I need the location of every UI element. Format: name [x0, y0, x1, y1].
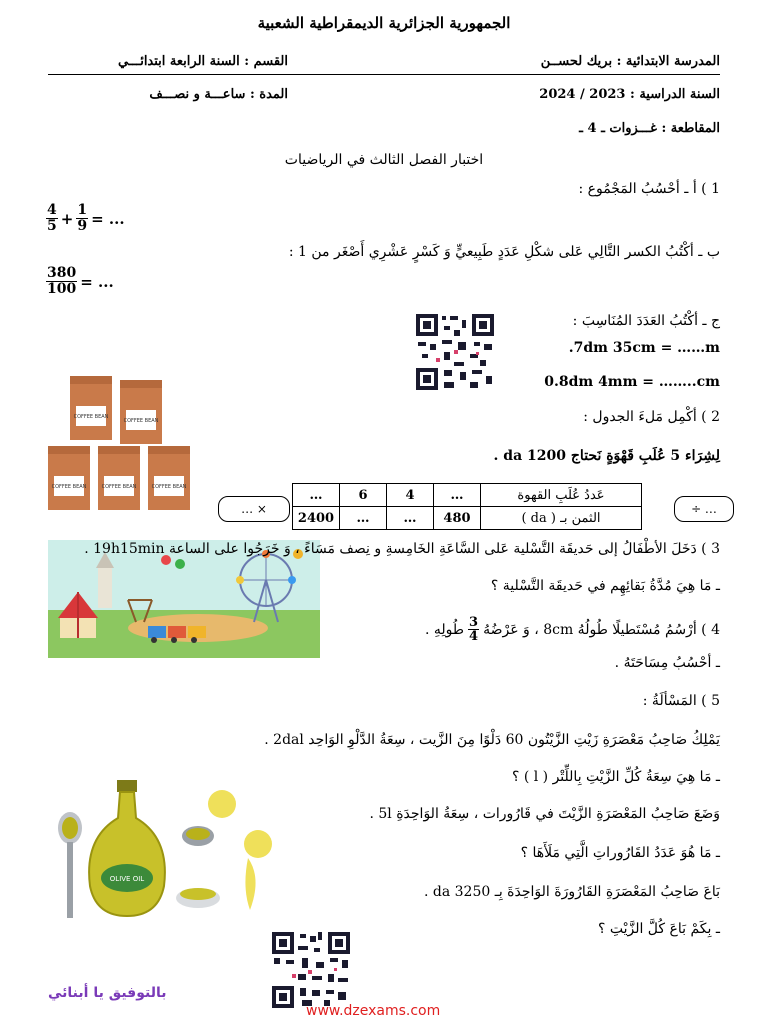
fraction-380-100: $\frac{380}{100}$ — [47, 265, 77, 297]
amusement-park-image — [48, 540, 320, 658]
coffee-bag — [148, 446, 190, 510]
coffee-bag — [48, 446, 90, 510]
spoon-icon — [58, 812, 82, 918]
table-cell: … — [340, 507, 387, 530]
multiply-arrow-box: … × — [218, 496, 290, 522]
exam-duration: المدة : ساعـــة و نصـــف — [149, 87, 288, 102]
fraction-4-5: $\frac{4}{5}$ — [47, 202, 57, 234]
oil-dish-icon — [176, 888, 220, 908]
proportion-table — [292, 483, 642, 530]
table-row-header: عَددُ عُلَبِ القهوة — [481, 484, 642, 507]
table-cell: … — [434, 484, 481, 507]
qr-code-icon — [414, 312, 496, 392]
q4-line1: 4 ) أرْسُمُ مُسْتَطيلًا طُولُهُ 8cm ، وَ عَرْضُهُ $\frac{3}{4}$ طُولِهِ . — [425, 615, 720, 644]
q5-line1: يَمْلِكُ صَاحِبُ مَعْصَرَةِ زَيْتِ الزَّيْتُون 60 دَلْوًا مِنَ الزَّيت ، سِعَةُ الدَّلْوِ الوَاحِد 2dal . — [264, 732, 720, 748]
school-year: السنة الدراسية : 2023 / 2024 — [539, 87, 720, 102]
q4-line2: ـ أحْسُبُ مِسَاحَتَهُ . — [614, 655, 720, 671]
q3-line1: 3 ) دَخَلَ الأطْفَالُ إلى حَديقَة التَّسْلية عَلى السَّاعَةِ الخَامِسةِ و نِصف مَسَاءً ، وَ خَرَجُوا على الساعة 19h15min . — [84, 541, 720, 557]
coffee-bag — [98, 446, 140, 510]
exam-title: اختبار الفصل الثالث في الرياضيات — [284, 152, 484, 168]
q1-c-line2: 0.8dm 4mm = ……..cm — [544, 374, 720, 390]
q5-label: 5 ) المَسْألَةُ : — [642, 693, 720, 709]
school-name: المدرسة الابتدائية : بريك لحســن — [540, 54, 720, 69]
site-url[interactable]: www.dzexams.com — [306, 1003, 441, 1019]
olive-oil-image — [52, 778, 276, 920]
svg-text:COFFEE BEAN: COFFEE BEAN — [123, 418, 159, 424]
table-row-header: الثمن بـ ( da ) — [481, 507, 642, 530]
olive-bowl-icon — [182, 826, 214, 846]
table-row — [293, 484, 642, 507]
coffee-bag — [70, 376, 112, 440]
svg-text:COFFEE BEAN: COFFEE BEAN — [73, 414, 109, 420]
q1-a-expression: $\frac{4}{5}$ + $\frac{1}{9}$ = ... — [47, 202, 125, 234]
table-cell: 4 — [387, 484, 434, 507]
svg-text:COFFEE BEAN: COFFEE BEAN — [101, 484, 137, 490]
q5-line2: ـ مَا هِيَ سِعَةُ كُلِّ الزَّيْتِ بِاللِّتْر ( l ) ؟ — [511, 769, 720, 785]
qr-code-icon — [270, 930, 352, 1010]
q5-line6: ـ بِكَمْ بَاعَ كُلَّ الزَّيْتِ ؟ — [597, 921, 720, 937]
bottle-icon — [89, 780, 165, 916]
q3-line2: ـ مَا هِيَ مُدَّةُ بَقائِهِم في حَديقَة التَّسْلية ؟ — [490, 578, 720, 594]
q2-label: 2 ) أكْمِل مَلءَ الجدول : — [583, 409, 720, 425]
oil-splash-icon — [208, 790, 272, 910]
republic-title: الجمهورية الجزائرية الديمقراطية الشعبية — [257, 14, 511, 32]
q1-a-label: 1 ) أ ـ أحْسُبُ المَجْمُوع : — [578, 181, 720, 197]
class-level: القسم : السنة الرابعة ابتدائـــي — [117, 54, 288, 69]
q1-c-line1: .7dm 35cm = ……m — [568, 340, 720, 356]
divide-arrow-box: ÷ … — [674, 496, 734, 522]
table-cell: 2400 — [293, 507, 340, 530]
table-cell: 6 — [340, 484, 387, 507]
q5-line4: ـ مَا هُوَ عَدَدُ القَارُوراتِ الَّتِي مَلَأَهَا ؟ — [520, 845, 720, 861]
table-cell: … — [293, 484, 340, 507]
table-cell: … — [387, 507, 434, 530]
q2-statement: لِشِرَاء 5 عُلَبِ قَهْوَةٍ نَحتاج 1200 da . — [493, 448, 720, 464]
signoff-text: بالتوفيق يا أبنائي — [48, 985, 167, 1001]
svg-text:COFFEE BEAN: COFFEE BEAN — [151, 484, 187, 490]
q1-b-label: ب ـ أكْتُبُ الكسر التَّالِي عَلى شكْلِ عَدَدٍ طَبِيعيٍّ وَ كَسْرٍ عَشْرِي أَصْغَر من 1 : — [288, 244, 720, 260]
table-row — [293, 507, 642, 530]
table-cell: 480 — [434, 507, 481, 530]
svg-text:OLIVE OIL: OLIVE OIL — [109, 875, 145, 883]
coffee-bag — [120, 380, 162, 444]
q1-b-expression: $\frac{380}{100}$ = ... — [47, 265, 114, 297]
header-divider — [48, 74, 720, 75]
q5-line5: بَاعَ صَاحِبُ المَعْصَرَةِ القَارُورَةَ الوَاحِدَةَ بِـ 3250 da . — [423, 884, 720, 900]
coffee-bags-image — [48, 376, 194, 510]
q5-line3: وَضَعَ صَاحِبُ المَعْصَرَةِ الزَّيْتَ في قَارُورات ، سِعَةُ الوَاحِدَةِ 5l . — [369, 806, 720, 822]
svg-text:COFFEE BEAN: COFFEE BEAN — [51, 484, 87, 490]
district: المقاطعة : غـــزوات ـ 4 ـ — [579, 121, 720, 136]
q1-c-label: ج ـ أكْتُبُ العَدَدَ المُنَاسِبَ : — [572, 313, 720, 329]
fraction-1-9: $\frac{1}{9}$ — [77, 202, 88, 234]
fraction-3-4: $\frac{3}{4}$ — [469, 615, 479, 644]
